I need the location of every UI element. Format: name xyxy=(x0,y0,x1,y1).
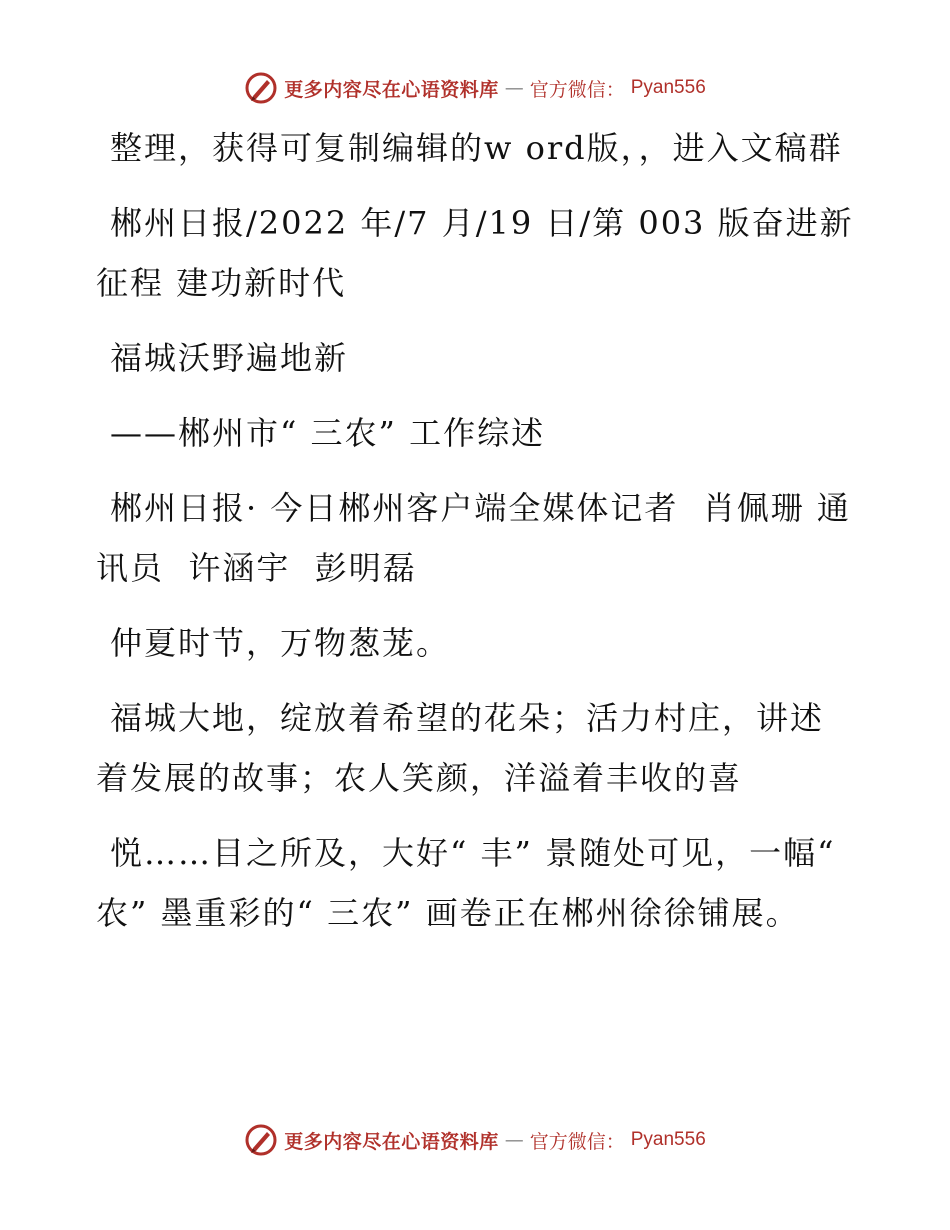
footer-banner xyxy=(0,1120,950,1160)
paragraph-subtitle: ——郴州市“ 三农” 工作综述 xyxy=(110,414,546,452)
banner-separator: — xyxy=(504,1129,524,1151)
paragraph: 福城大地，绽放着希望的花朵；活力村庄，讲述着发展的故事；农人笑颜，洋溢着丰收的喜 xyxy=(96,699,825,797)
banner-text: 更多内容尽在心语资料库 xyxy=(284,78,499,101)
banner-wechat-label: 官方微信： xyxy=(529,78,625,101)
paragraph: 悦……目之所及，大好“ 丰” 景随处可见，一幅“ 农” 墨重彩的“ 三农” 画卷正在郴州徐徐铺展。 xyxy=(96,834,848,932)
paragraph-title: 福城沃野遍地新 xyxy=(110,339,349,377)
banner-wechat-id: Pyan556 xyxy=(630,77,706,98)
paragraph: 郴州日报/2022 年/7 月/19 日/第 003 版奋进新征程 建功新时代 xyxy=(96,204,854,302)
banner-wechat-label: 官方微信： xyxy=(529,1130,625,1153)
pen-logo-icon xyxy=(244,1123,278,1157)
banner-separator: — xyxy=(504,77,524,99)
header-banner xyxy=(0,68,950,108)
paragraph: 整理，获得可复制编辑的w ord版，，进入文稿群 xyxy=(110,129,843,167)
pen-logo-icon xyxy=(244,71,278,105)
banner-text: 更多内容尽在心语资料库 xyxy=(284,1130,499,1153)
document-body xyxy=(96,118,856,958)
paragraph-byline: 郴州日报· 今日郴州客户端全媒体记者 肖佩珊 通讯员 许涵宇 彭明磊 xyxy=(96,489,851,587)
banner-wechat-id: Pyan556 xyxy=(630,1129,706,1150)
paragraph: 仲夏时节，万物葱茏。 xyxy=(110,624,451,662)
